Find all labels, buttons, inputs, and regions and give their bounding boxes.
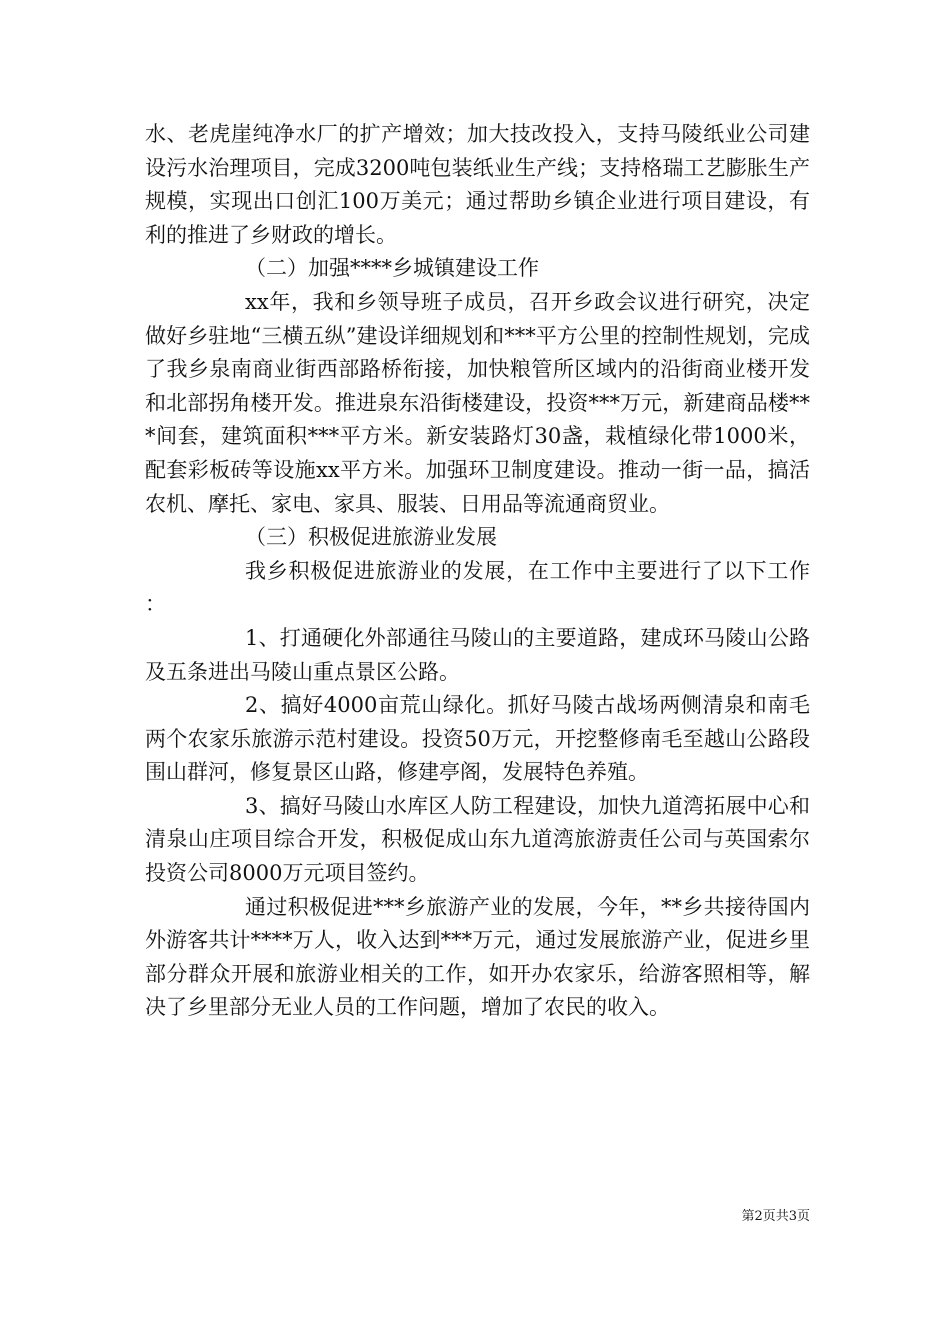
paragraph-town-construction: xx年，我和乡领导班子成员，召开乡政会议进行研究，决定做好乡驻地“三横五纵”建设详细规划和***平方公里的控制性规划，完成了我乡泉南商业街西部路桥衔接，加快粮管所区域内的沿街商业楼开发和北部拐角楼开发。推进泉东沿街楼建设，投资***万元，新建商品楼***间套，建筑面积***平方米。新安装路灯30盏，栽植绿化带1000米，配套彩板砖等设施xx平方米。加强环卫制度建设。推动一街一品，搞活农机、摩托、家电、家具、服装、日用品等流通商贸业。	[145, 289, 810, 516]
page-number-footer: 第2页共3页	[741, 1209, 810, 1224]
section-heading-3: （三）积极促进旅游业发展	[245, 525, 497, 550]
list-item-3: 3、搞好马陵山水库区人防工程建设，加快九道湾拓展中心和清泉山庄项目综合开发，积极促成山东九道湾旅游责任公司与英国索尔投资公司8000万元项目签约。	[145, 793, 810, 886]
list-item-1: 1、打通硬化外部通往马陵山的主要道路，建成环马陵山公路及五条进出马陵山重点景区公路。	[145, 625, 810, 684]
document-body	[145, 118, 810, 1025]
list-item-2: 2、搞好4000亩荒山绿化。抓好马陵古战场两侧清泉和南毛两个农家乐旅游示范村建设。投资50万元，开挖整修南毛至越山公路段围山群河，修复景区山路，修建亭阁，发展特色养殖。	[145, 693, 810, 785]
section-heading-2: （二）加强****乡城镇建设工作	[245, 256, 539, 281]
paragraph-tourism-summary: 通过积极促进***乡旅游产业的发展，今年，**乡共接待国内外游客共计****万人，收入达到***万元，通过发展旅游产业，促进乡里部分群众开展和旅游业相关的工作，如开办农家乐，给游客照相等，解决了乡里部分无业人员的工作问题，增加了农民的收入。	[145, 894, 810, 1020]
paragraph-tourism-intro: 我乡积极促进旅游业的发展，在工作中主要进行了以下工作：	[145, 558, 810, 617]
paragraph-continuation: 水、老虎崖纯净水厂的扩产增效；加大技改投入，支持马陵纸业公司建设污水治理项目，完成3200吨包装纸业生产线；支持格瑞工艺膨胀生产规模，实现出口创汇100万美元；通过帮助乡镇企业进行项目建设，有利的推进了乡财政的增长。	[145, 122, 810, 247]
